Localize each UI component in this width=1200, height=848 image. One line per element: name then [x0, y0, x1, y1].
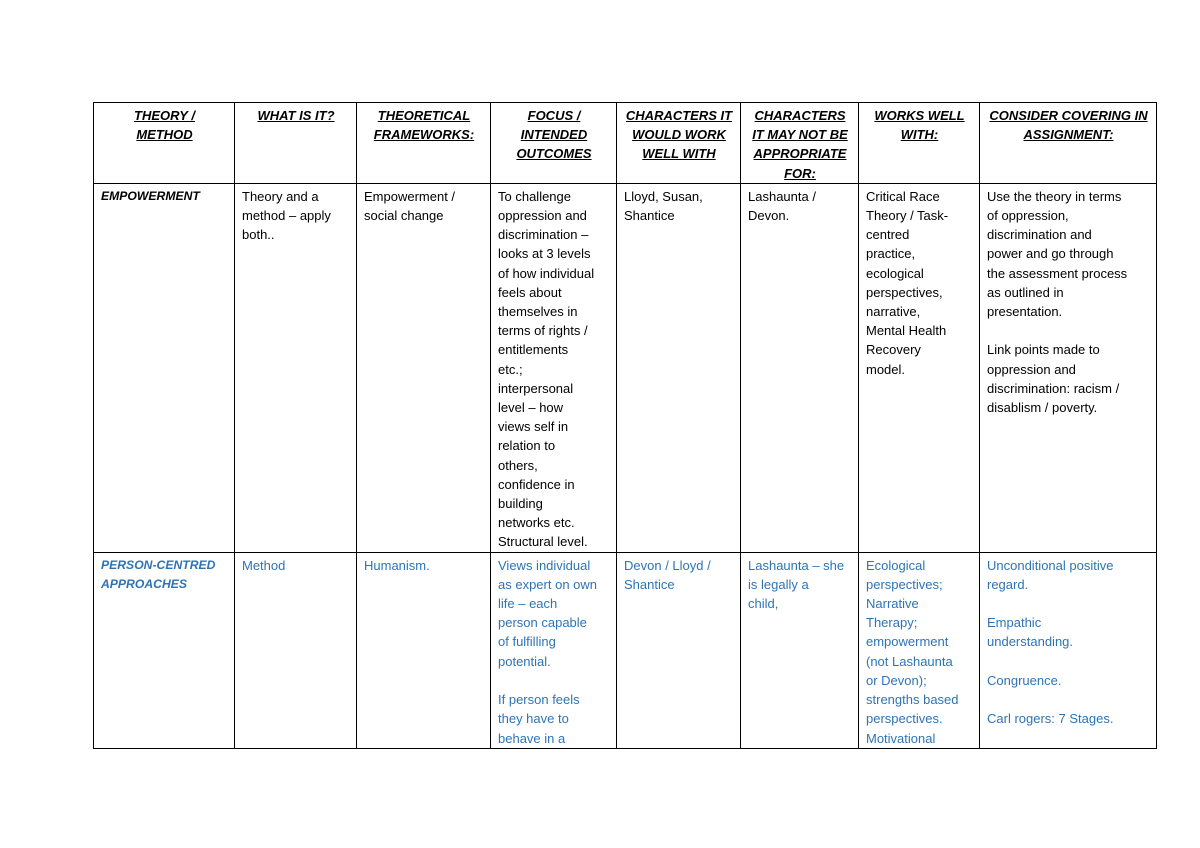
header-what-is-it: WHAT IS IT?	[235, 103, 357, 184]
cell-focus-outcomes: To challenge oppression and discrimination – looks at 3 levels of how individual feels about themselves in terms of rights / entitlements etc.; interpersonal level – how views self in relation to others, confidence in building networks etc. Structural level.	[491, 183, 617, 552]
cell-focus-outcomes: Views individual as expert on own life – each person capable of fulfilling potential. If person feels they have to behave in a	[491, 552, 617, 748]
header-theory-method: THEORY / METHOD	[94, 103, 235, 184]
table-header-row	[94, 103, 1157, 184]
row-label-person-centred: PERSON-CENTRED APPROACHES	[94, 552, 235, 748]
theory-method-table	[93, 102, 1157, 749]
row-label-empowerment: EMPOWERMENT	[94, 183, 235, 552]
header-characters-work-well-with: CHARACTERS IT WOULD WORK WELL WITH	[617, 103, 741, 184]
cell-theoretical-frameworks: Humanism.	[357, 552, 491, 748]
table-row	[94, 183, 1157, 552]
cell-consider-covering: Use the theory in terms of oppression, discrimination and power and go through the assessment process as outlined in presentation. Link points made to oppression and discrimination: racism / disablism / poverty.	[980, 183, 1157, 552]
cell-what-is-it: Method	[235, 552, 357, 748]
header-focus-intended-outcomes: FOCUS / INTENDED OUTCOMES	[491, 103, 617, 184]
table-row	[94, 552, 1157, 748]
cell-works-with-characters: Lloyd, Susan, Shantice	[617, 183, 741, 552]
cell-not-appropriate-characters: Lashaunta / Devon.	[741, 183, 859, 552]
cell-theoretical-frameworks: Empowerment / social change	[357, 183, 491, 552]
cell-works-with-characters: Devon / Lloyd / Shantice	[617, 552, 741, 748]
cell-consider-covering: Unconditional positive regard. Empathic understanding. Congruence. Carl rogers: 7 Stages.	[980, 552, 1157, 748]
header-theoretical-frameworks: THEORETICAL FRAMEWORKS:	[357, 103, 491, 184]
cell-works-well-with: Ecological perspectives; Narrative Therapy; empowerment (not Lashaunta or Devon); strengths based perspectives. Motivational	[859, 552, 980, 748]
cell-not-appropriate-characters: Lashaunta – she is legally a child,	[741, 552, 859, 748]
header-works-well-with: WORKS WELL WITH:	[859, 103, 980, 184]
cell-works-well-with: Critical Race Theory / Task- centred practice, ecological perspectives, narrative, Mental Health Recovery model.	[859, 183, 980, 552]
header-characters-not-appropriate: CHARACTERS IT MAY NOT BE APPROPRIATE FOR:	[741, 103, 859, 184]
cell-what-is-it: Theory and a method – apply both..	[235, 183, 357, 552]
header-consider-covering: CONSIDER COVERING IN ASSIGNMENT:	[980, 103, 1157, 184]
